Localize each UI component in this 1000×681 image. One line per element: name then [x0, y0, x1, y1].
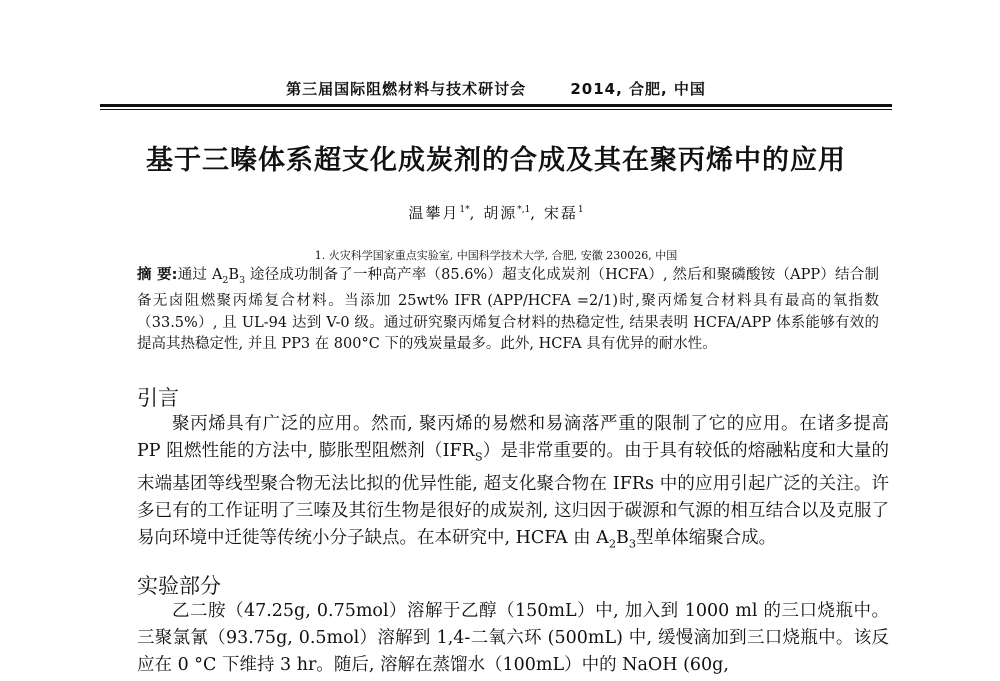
abstract-label: 摘 要: [137, 267, 178, 283]
author-mark: 1* [459, 205, 470, 215]
body-text: 聚丙烯具有广泛的应用。然而, 聚丙烯的易燃和易滴落严重的限制了它的应用。在诸多提高 PP 阻燃性能的方法中, 膨胀型阻燃剂（IFR [137, 414, 889, 462]
author-mark: *,1 [517, 205, 531, 215]
body-text: ）是非常重要的。由于具有较低的熔融粘度和大量的末端基团等线型聚合物无法比拟的优异性能, 超支化聚合物在 IFRs 中的应用引起广泛的关注。许多已有的工作证明了三嗪及其衍生物是很好的成炭剂, 这归因于碳源和气源的相互结合以及克服了易向环境中迁徙等传统小分子缺点。在本研究中, HCFA 由 A [137, 441, 890, 549]
section-heading-experimental: 实验部分 [137, 574, 221, 598]
affiliation: 1. 火灾科学国家重点实验室, 中国科学技术大学, 合肥, 安徽 230026, 中国 [314, 249, 678, 262]
author-name: 胡源 [483, 204, 518, 222]
abstract-text: 途径成功制备了一种高产率（85.6%）超支化成炭剂（HCFA）, 然后和聚磷酸铵（APP）结合制备无卤阻燃聚丙烯复合材料。当添加 25wt% IFR (APP/HCFA =2/1)时,聚丙烯复合材料具有最高的氧指数（33.5%）, 且 UL-94 达到 V-0 级。通过研究聚丙烯复合材料的热稳定性, 结果表明 HCFA/APP 体系能够有效的提高其热稳定性, 并且 PP3 在 800°C 下的残炭量最多。此外, HCFA 具有优异的耐水性。 [137, 267, 879, 353]
running-header [100, 78, 892, 99]
subscript: 2 [222, 274, 229, 286]
subscript: 2 [608, 536, 617, 551]
subscript: 3 [628, 536, 637, 551]
subscript: S [474, 449, 483, 464]
body-text: 型单体缩聚合成。 [636, 528, 777, 549]
intro-paragraph [137, 411, 889, 558]
abstract [137, 265, 879, 356]
abstract-text: B [228, 267, 240, 283]
author-name: 温攀月 [408, 204, 460, 222]
abstract-text: 通过 A [177, 267, 223, 283]
author-mark: 1 [577, 205, 584, 215]
header-rule-thin [100, 109, 892, 110]
subscript: 3 [239, 274, 246, 286]
experimental-paragraph: 乙二胺（47.25g, 0.75mol）溶解于乙醇（150mL）中, 加入到 1000 ml 的三口烧瓶中。三聚氯氰（93.75g, 0.5mol）溶解到 1,4-二氧六环 (500mL) 中, 缓慢滴加到三口烧瓶中。该反应在 0 °C 下维持 3 hr。随后, 溶解在蒸馏水（100mL）中的 NaOH (60g, [137, 601, 889, 676]
paper-title: 基于三嗪体系超支化成炭剂的合成及其在聚丙烯中的应用 [146, 145, 846, 176]
conference-name: 第三届国际阻燃材料与技术研讨会 [286, 80, 527, 98]
body-text: B [616, 528, 629, 549]
section-heading-intro: 引言 [137, 386, 179, 410]
author-name: 宋磊 [543, 204, 578, 222]
author-list: 温攀月$^{1*}$, 胡源$^{*,1}$, 宋磊$^1$ [408, 204, 584, 222]
conference-date-place: 2014, 合肥, 中国 [570, 80, 706, 98]
header-rule-thick [100, 104, 892, 107]
